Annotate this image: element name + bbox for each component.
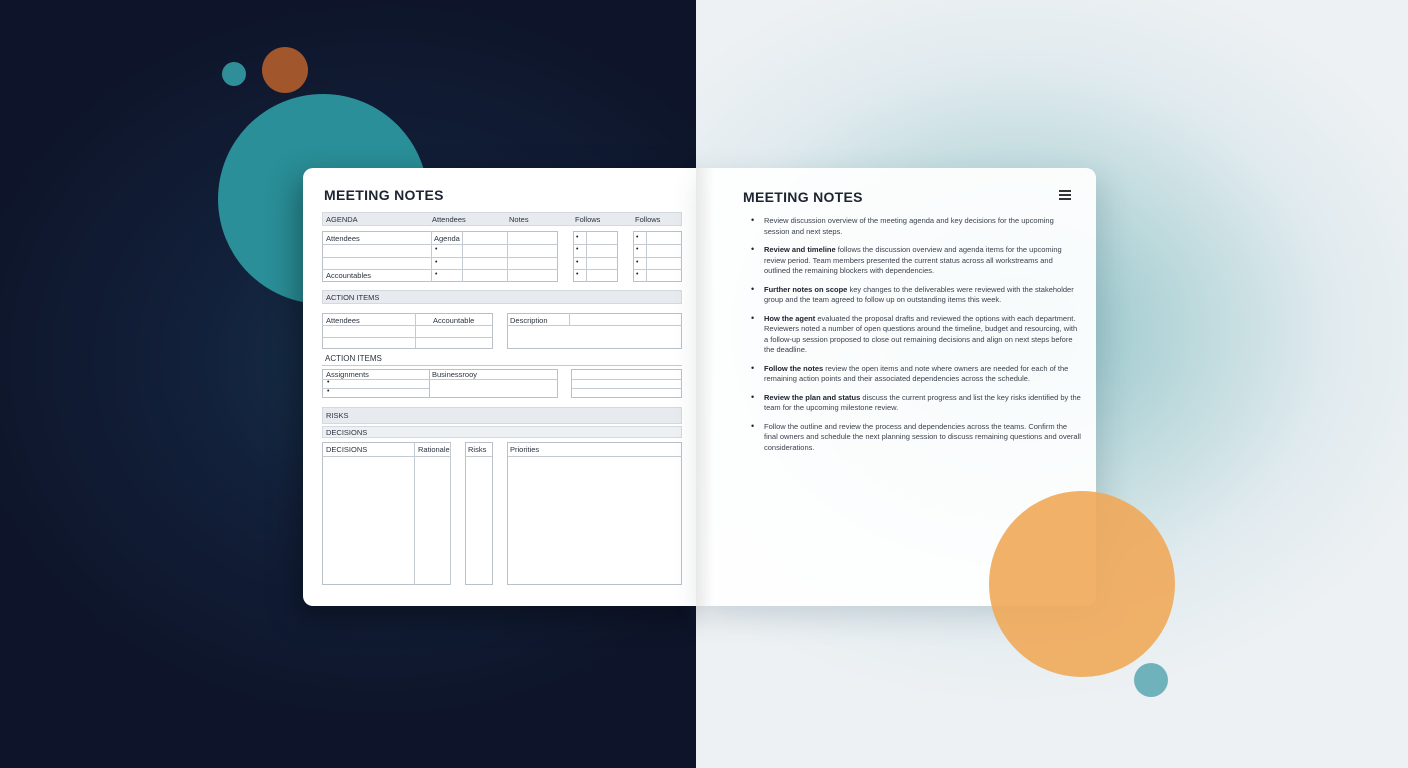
- note-item: • Further notes on scope key changes to the deliverables were reviewed with the stakeholder group and the team agreed to follow up on outstanding items this week.: [751, 285, 1081, 306]
- col-decisions: DECISIONS: [326, 445, 368, 454]
- note-item: • Review and timeline follows the discussion overview and agenda items for the upcoming review period. Team members presented the current status across all workstreams and outlined the remaining blockers with dependencies.: [751, 245, 1081, 277]
- bullet: •: [636, 246, 639, 253]
- bullet: •: [327, 379, 330, 386]
- col-rationale: Rationale: [418, 445, 450, 454]
- decor-circle-brown: [262, 47, 308, 93]
- bullet: •: [636, 259, 639, 266]
- row-label-attendees: Attendees: [326, 234, 360, 243]
- decisions-col: [322, 442, 451, 585]
- bullet: •: [435, 259, 438, 266]
- page-title: MEETING NOTES: [324, 187, 444, 203]
- col-description: Description: [510, 316, 548, 325]
- action-items-heading: ACTION ITEMS: [326, 293, 380, 302]
- col-risks: Risks: [468, 445, 487, 454]
- bullet: •: [636, 271, 639, 278]
- row-label-agenda: Agenda: [434, 234, 460, 243]
- agenda-heading: AGENDA: [326, 215, 358, 224]
- decor-circle-orange: [989, 491, 1175, 677]
- decor-circle-teal-small: [222, 62, 246, 86]
- col-priorities: Priorities: [510, 445, 540, 454]
- action-items-bar: [322, 290, 682, 304]
- col-business: Businessrooy: [432, 370, 478, 379]
- col-assignments: Assignments: [326, 370, 369, 379]
- page-title: MEETING NOTES: [743, 189, 863, 205]
- action-items-heading-2: ACTION ITEMS: [325, 354, 382, 363]
- row-label-accountables: Accountables: [326, 271, 372, 280]
- agenda-col-follows: Follows: [575, 215, 601, 224]
- bullet: •: [327, 388, 330, 395]
- risks-col: [465, 442, 493, 585]
- note-item: • Review the plan and status discuss the current progress and list the key risks identified by the team for the upcoming milestone review.: [751, 393, 1081, 414]
- decisions-heading: DECISIONS: [326, 428, 368, 437]
- agenda-col-follows-2: Follows: [635, 215, 661, 224]
- bullet: •: [576, 246, 579, 253]
- risks-bar: [322, 407, 682, 424]
- col-accountable: Accountable: [433, 316, 475, 325]
- decisions-bar: [322, 426, 682, 438]
- agenda-col-notes: Notes: [509, 215, 529, 224]
- priorities-col: [507, 442, 682, 585]
- bullet: •: [435, 271, 438, 278]
- decor-circle-blue-small: [1134, 663, 1168, 697]
- bullet: •: [576, 259, 579, 266]
- agenda-header-bar: [322, 212, 682, 226]
- bullet: •: [435, 246, 438, 253]
- notes-grid: [571, 369, 682, 398]
- bullet: •: [636, 234, 639, 241]
- left-page: [303, 168, 696, 606]
- col-attendees: Attendees: [326, 316, 360, 325]
- bullet: •: [576, 271, 579, 278]
- note-item: • Follow the notes review the open items and note where owners are needed for each of the remaining action points and their associated dependencies across the schedule.: [751, 364, 1081, 385]
- menu-icon[interactable]: [1059, 190, 1071, 200]
- note-item: • Review discussion overview of the meeting agenda and key decisions for the upcoming session and next steps.: [751, 216, 1081, 237]
- note-item: • How the agent evaluated the proposal drafts and reviewed the options with each department. Reviewers noted a number of open questions around the timeline, budget and resourcing, with a follow-up session proposed to close out remaining decisions and align on next steps before the deadline.: [751, 314, 1081, 356]
- risks-heading: RISKS: [326, 411, 349, 420]
- notes-list: [751, 216, 1081, 461]
- bullet: •: [576, 234, 579, 241]
- agenda-col-attendees: Attendees: [432, 215, 466, 224]
- note-item: • Follow the outline and review the process and dependencies across the teams. Confirm the final owners and schedule the next planning session to discuss remaining questions and overall considerations.: [751, 422, 1081, 454]
